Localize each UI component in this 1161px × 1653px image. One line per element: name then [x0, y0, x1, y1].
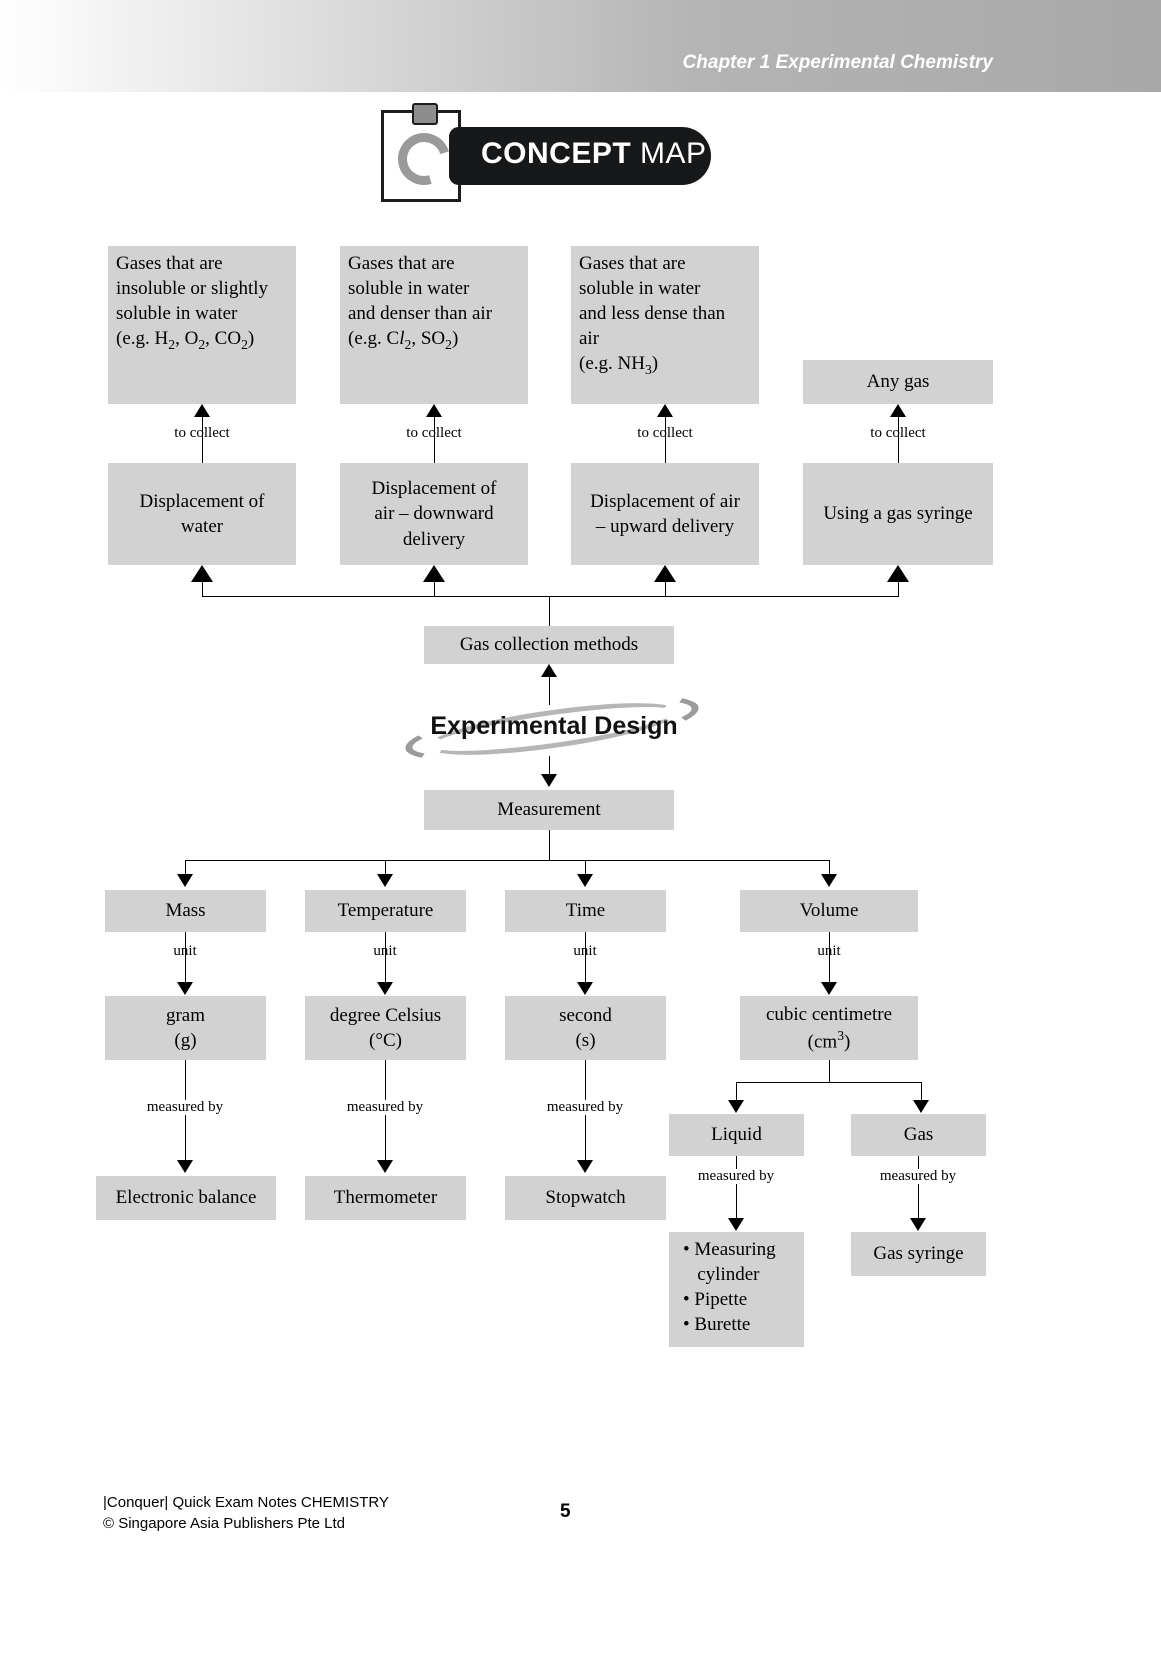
instrument-liquid-line-3: • Pipette	[683, 1289, 748, 1311]
arrow-to-gas-source-2	[426, 404, 442, 417]
line-bus-drop-temperature	[385, 860, 386, 874]
line-bus-drop-volume	[829, 860, 830, 874]
experimental-design-label: Experimental Design	[430, 712, 678, 740]
line-volume-split-down	[829, 1060, 830, 1082]
gas-method-box-3	[571, 463, 759, 565]
arrow-to-gas-source-3	[657, 404, 673, 417]
gas-source-3-line-4: air	[579, 328, 600, 350]
line-method-drop-1	[202, 582, 203, 596]
line-volume-split-bus	[736, 1082, 922, 1083]
gas-method-1-line-1: Displacement of	[139, 490, 265, 512]
quantity-time-label: Time	[565, 900, 606, 922]
line-gas-measuredby	[918, 1156, 919, 1218]
quantity-box-temperature	[305, 890, 466, 932]
instrument-box-mass	[96, 1176, 276, 1220]
line-hub-to-bus	[549, 596, 550, 626]
gas-source-2-line-2: soluble in water	[348, 278, 470, 300]
line-measurement-down	[549, 830, 550, 860]
arrow-to-volume	[821, 874, 837, 887]
line-measurement-bus	[185, 860, 829, 861]
gas-source-1-line-1: Gases that are	[116, 253, 223, 274]
quantity-box-time	[505, 890, 666, 932]
line-liquid-measuredby	[736, 1156, 737, 1218]
footer-credits	[103, 1492, 389, 1536]
arrow-to-gas	[913, 1100, 929, 1113]
edge-label-measuredby-temperature: measured by	[322, 1100, 448, 1115]
arrow-to-measurement	[541, 774, 557, 787]
unit-time-line-2: (s)	[575, 1030, 596, 1051]
gas-source-3-line-3: and less dense than	[579, 303, 726, 325]
line-expdesign-to-measurement	[549, 756, 550, 774]
line-method-drop-4	[898, 582, 899, 596]
chapter-title: Chapter 1 Experimental Chemistry	[682, 52, 993, 73]
edge-label-unit-mass: unit	[173, 943, 197, 959]
gas-method-2-line-3: delivery	[402, 528, 466, 550]
gas-source-box-1	[108, 246, 296, 404]
edge-label-to-collect-3: to collect	[637, 425, 693, 441]
measurement-hub-label: Measurement	[497, 799, 601, 821]
unit-box-temperature	[305, 996, 466, 1060]
concept-map-banner	[381, 110, 711, 202]
gas-source-box-2	[340, 246, 528, 404]
instrument-liquid-line-4: • Burette	[683, 1314, 751, 1336]
gas-method-2-line-2: air – downward	[374, 503, 494, 525]
arrow-to-gas-method-3	[654, 565, 676, 582]
instrument-time-label: Stopwatch	[545, 1187, 626, 1209]
quantity-box-volume	[740, 890, 918, 932]
arrow-to-temperature	[377, 874, 393, 887]
quantity-mass-label: Mass	[165, 900, 206, 922]
instrument-liquid-line-1: • Measuring	[683, 1239, 776, 1260]
edge-label-unit-temperature: unit	[373, 943, 397, 959]
gas-source-3-line-2: soluble in water	[579, 278, 701, 300]
arrow-to-liquid	[728, 1100, 744, 1113]
gas-source-3-line-1: Gases that are	[579, 253, 686, 274]
gas-source-box-3	[571, 246, 759, 404]
edge-label-to-collect-1: to collect	[174, 425, 230, 441]
gas-source-2-line-3: and denser than air	[348, 303, 493, 325]
state-box-gas	[851, 1114, 986, 1156]
arrow-to-time	[577, 874, 593, 887]
unit-volume-line-2: $(cm^3)$	[807, 1027, 851, 1053]
line-method-drop-2	[434, 582, 435, 596]
line-bus-drop-mass	[185, 860, 186, 874]
unit-temperature-line-2: (°C)	[369, 1030, 402, 1051]
instrument-temperature-label: Thermometer	[333, 1187, 438, 1209]
quantity-box-mass	[105, 890, 266, 932]
arrow-to-instrument-time	[577, 1160, 593, 1173]
arrow-to-gas-collection-hub	[541, 664, 557, 677]
clipboard-clip-icon	[412, 103, 438, 125]
footer-line-1: |Conquer| Quick Exam Notes CHEMISTRY	[103, 1493, 389, 1511]
instrument-mass-label: Electronic balance	[115, 1187, 257, 1209]
instrument-box-liquid	[669, 1232, 804, 1347]
quantity-volume-label: Volume	[799, 900, 859, 922]
arrow-to-gas-instrument	[910, 1218, 926, 1231]
arrow-to-unit-mass	[177, 982, 193, 995]
gas-source-box-4	[803, 360, 993, 404]
gas-source-3-line-5: (e.g. $NH_3$)	[579, 353, 659, 378]
arrow-to-gas-method-1	[191, 565, 213, 582]
instrument-box-temperature	[305, 1176, 466, 1220]
edge-label-measuredby-gas: measured by	[855, 1169, 981, 1184]
instrument-box-time	[505, 1176, 666, 1220]
line-volume-split-gas	[921, 1082, 922, 1100]
page-header-band	[0, 0, 1161, 92]
gas-method-1-line-2: water	[180, 516, 224, 537]
instrument-gas-label: Gas syringe	[873, 1243, 964, 1265]
state-liquid-label: Liquid	[711, 1124, 762, 1146]
line-bus-drop-time	[585, 860, 586, 874]
unit-box-mass	[105, 996, 266, 1060]
gas-method-4-line-1: Using a gas syringe	[823, 503, 973, 525]
gas-source-1-line-4: (e.g. $H_2$, $O_2$, $CO_2$)	[116, 328, 255, 353]
line-volume-split-liquid	[736, 1082, 737, 1100]
arrow-to-unit-temperature	[377, 982, 393, 995]
unit-time-line-1: second	[559, 1004, 612, 1026]
banner-title	[481, 137, 707, 171]
unit-mass-line-2: (g)	[174, 1030, 197, 1051]
footer-line-2: © Singapore Asia Publishers Pte Ltd	[103, 1515, 346, 1533]
measurement-hub	[424, 790, 674, 830]
unit-temperature-line-1: degree Celsius	[329, 1004, 442, 1026]
unit-box-time	[505, 996, 666, 1060]
gas-method-3-line-1: Displacement of air	[590, 490, 740, 512]
gas-collection-hub-label: Gas collection methods	[459, 634, 639, 656]
state-gas-label: Gas	[903, 1124, 934, 1146]
edge-label-measuredby-liquid: measured by	[673, 1169, 799, 1184]
arrow-to-unit-volume	[821, 982, 837, 995]
instrument-liquid-line-2: cylinder	[683, 1264, 760, 1286]
edge-label-to-collect-2: to collect	[406, 425, 462, 441]
gas-source-4-line-1: Any gas	[866, 371, 930, 393]
edge-label-measuredby-time: measured by	[522, 1100, 648, 1115]
edge-label-unit-time: unit	[573, 943, 597, 959]
banner-title-light: MAP	[640, 137, 707, 170]
arrow-to-mass	[177, 874, 193, 887]
gas-method-box-4	[803, 463, 993, 565]
edge-label-unit-volume: unit	[817, 943, 841, 959]
arrow-to-instrument-mass	[177, 1160, 193, 1173]
instrument-box-gas	[851, 1232, 986, 1276]
line-gas-method-bus	[202, 596, 899, 597]
arrow-to-unit-time	[577, 982, 593, 995]
gas-source-2-line-1: Gases that are	[348, 253, 455, 274]
arrow-to-gas-method-4	[887, 565, 909, 582]
edge-label-measuredby-mass: measured by	[122, 1100, 248, 1115]
arrow-to-gas-source-1	[194, 404, 210, 417]
unit-volume-line-1: cubic centimetre	[765, 1003, 893, 1025]
gas-method-2-line-1: Displacement of	[371, 478, 497, 500]
gas-collection-hub	[424, 626, 674, 664]
arrow-to-gas-method-2	[423, 565, 445, 582]
edge-label-to-collect-4: to collect	[870, 425, 926, 441]
state-box-liquid	[669, 1114, 804, 1156]
line-method-drop-3	[665, 582, 666, 596]
gas-source-1-line-3: soluble in water	[116, 303, 238, 325]
experimental-design-node	[404, 698, 704, 760]
unit-box-volume	[740, 996, 918, 1060]
page-number: 5	[560, 1501, 571, 1522]
gas-source-1-line-2: insoluble or slightly	[116, 278, 268, 300]
arrow-to-gas-source-4	[890, 404, 906, 417]
gas-method-3-line-2: – upward delivery	[595, 516, 735, 537]
arrow-to-liquid-instruments	[728, 1218, 744, 1231]
unit-mass-line-1: gram	[165, 1004, 206, 1026]
gas-source-2-line-4: (e.g. $Cl_2$, $SO_2$)	[348, 328, 459, 353]
arrow-to-instrument-temperature	[377, 1160, 393, 1173]
quantity-temperature-label: Temperature	[337, 900, 434, 922]
banner-title-bold: CONCEPT	[481, 137, 632, 170]
gas-method-box-2	[340, 463, 528, 565]
gas-method-box-1	[108, 463, 296, 565]
